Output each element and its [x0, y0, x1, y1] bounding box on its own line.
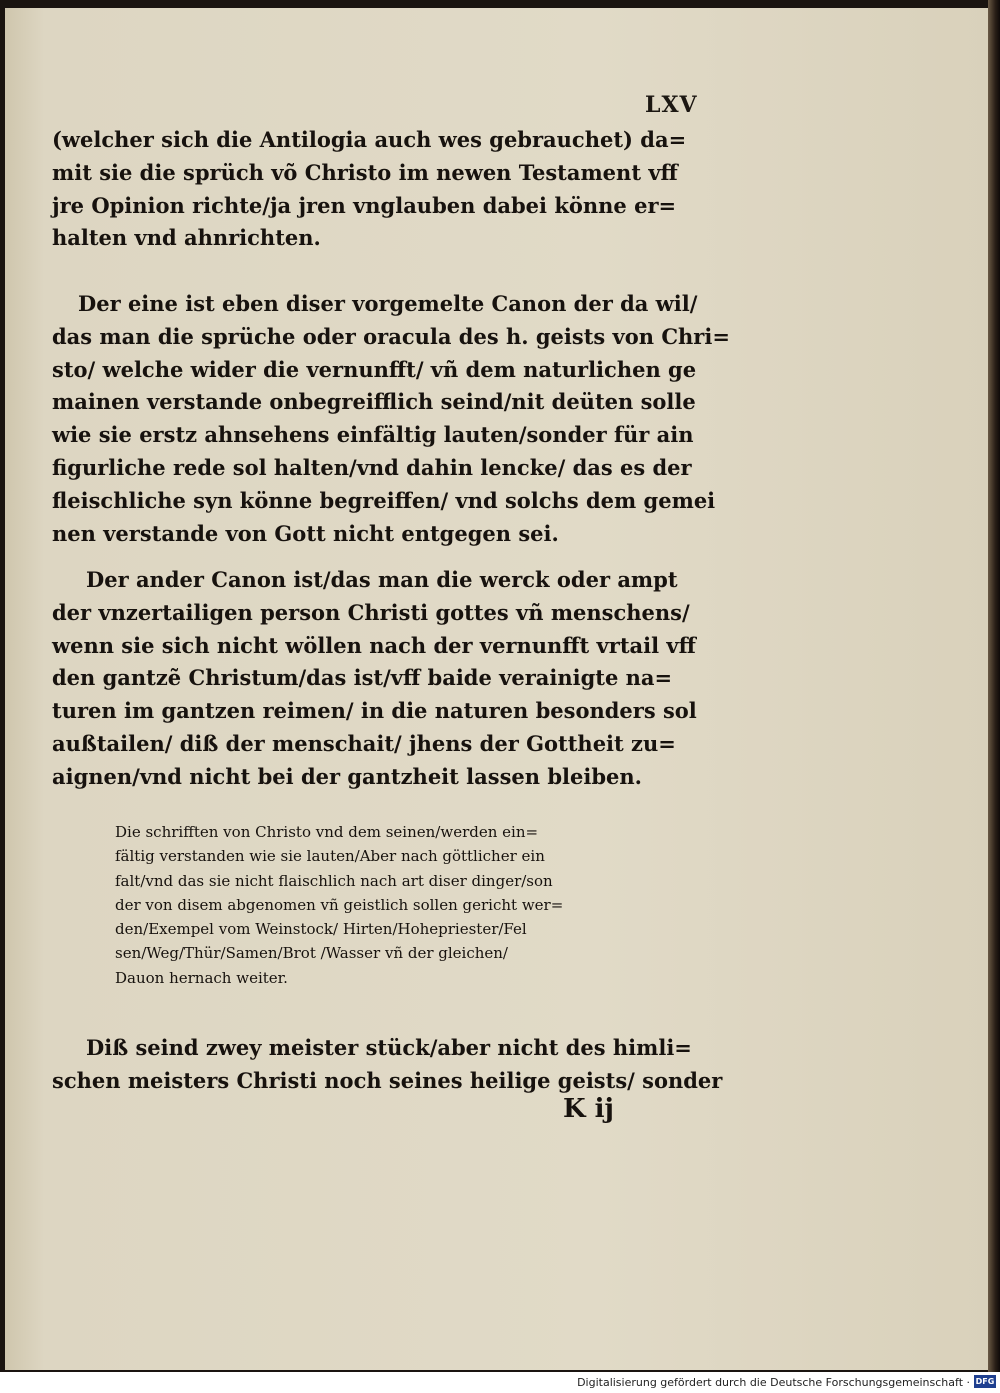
note-line: Dauon hernach weiter.: [115, 968, 288, 987]
text-line: (welcher sich die Antilogia auch wes gebrauchet) da=: [52, 127, 687, 152]
text-line: figurliche rede sol halten/vnd dahin lencke/ das es der: [52, 454, 692, 480]
marginal-note: [115, 820, 675, 990]
note-line: sen/Weg/Thür/Samen/Brot /Wasser vñ der gleichen/: [115, 944, 508, 963]
text-line: außtailen/ diß der menschait/ jhens der Gottheit zu=: [52, 730, 676, 756]
note-line: fältig verstanden wie sie lauten/Aber nach göttlicher ein: [115, 847, 545, 866]
text-line: wie sie erstz ahnsehens einfältig lauten/sonder für ain: [52, 422, 694, 448]
text-line: fleischliche syn könne begreiffen/ vnd solchs dem gemei: [52, 487, 716, 513]
folio-number: LXV: [645, 92, 698, 118]
text-line: Der ander Canon ist/das man die werck oder ampt: [86, 567, 678, 592]
note-line: der von disem abgenomen vñ geistlich sollen gericht wer=: [115, 895, 564, 914]
text-line: mit sie die sprüch võ Christo im newen Testament vff: [52, 159, 678, 185]
text-line: turen im gantzen reimen/ in die naturen besonders sol: [52, 698, 697, 724]
paragraph-3: [52, 564, 712, 794]
text-line: jre Opinion richte/ja jren vnglauben dabei könne er=: [52, 192, 677, 218]
paragraph-2: [52, 288, 730, 550]
footer-bar: [0, 1372, 1000, 1393]
note-line: falt/vnd das sie nicht flaischlich nach art diser dinger/son: [115, 871, 553, 890]
text-line: den gantzẽ Christum/das ist/vff baide verainigte na=: [52, 665, 673, 691]
signature-mark: K ij: [563, 1094, 614, 1124]
text-line: aignen/vnd nicht bei der gantzheit lassen bleiben.: [52, 763, 642, 789]
text-line: schen meisters Christi noch seines heilige geists/ sonder: [52, 1067, 723, 1093]
text-line: das man die sprüche oder oracula des h. geists von Chri=: [52, 323, 730, 349]
text-line: wenn sie sich nicht wöllen nach der vernunfft vrtail vff: [52, 632, 696, 658]
text-line: Diß seind zwey meister stück/aber nicht des himli=: [86, 1035, 692, 1060]
text-line: mainen verstande onbegreifflich seind/nit deüten solle: [52, 389, 696, 415]
paragraph-1: [52, 124, 712, 255]
text-line: halten vnd ahnrichten.: [52, 225, 321, 251]
note-line: den/Exempel vom Weinstock/ Hirten/Hohepriester/Fel: [115, 920, 527, 939]
page-edge: [988, 0, 1000, 1372]
paragraph-4: [52, 1032, 723, 1098]
text-line: der vnzertailigen person Christi gottes vñ menschens/: [52, 599, 690, 625]
funding-notice: Digitalisierung gefördert durch die Deutsche Forschungsgemeinschaft ·: [577, 1376, 970, 1389]
text-line: nen verstande von Gott nicht entgegen sei.: [52, 520, 559, 546]
text-line: Der eine ist eben diser vorgemelte Canon der da wil/: [78, 291, 698, 316]
note-line: Die schrifften von Christo vnd dem seinen/werden ein=: [115, 823, 539, 841]
text-line: sto/ welche wider die vernunfft/ vñ dem naturlichen ge: [52, 356, 697, 382]
dfg-logo: DFG: [975, 1377, 995, 1386]
